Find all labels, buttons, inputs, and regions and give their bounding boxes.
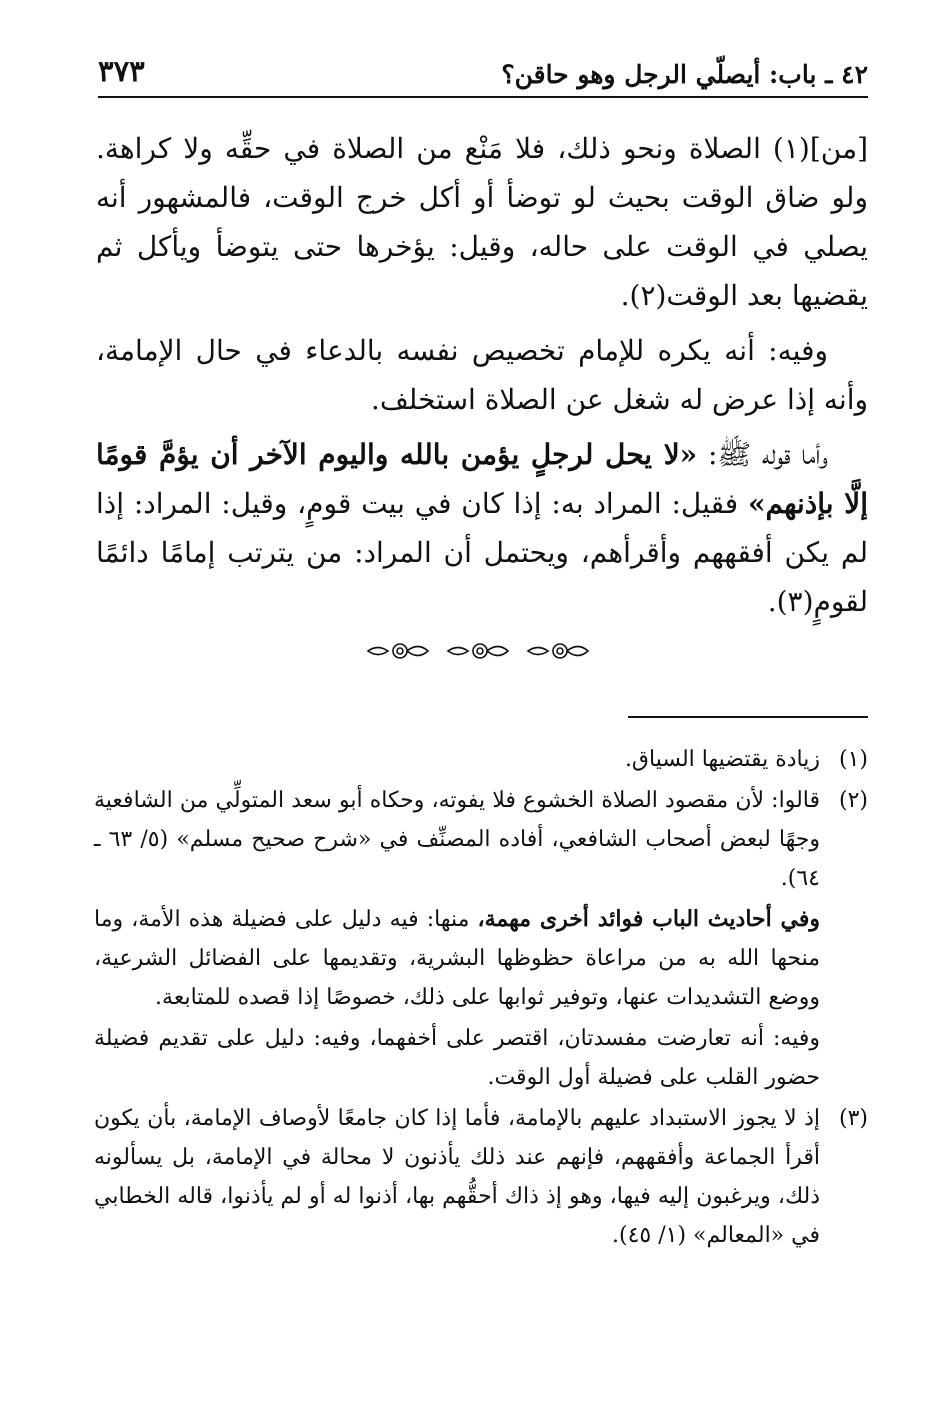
footnote-marker: (١) — [838, 747, 868, 772]
footnote-2-extra — [94, 900, 820, 1017]
footnote-2-extra-2: وفيه: أنه تعارضت مفسدتان، اقتصر على أخفهما، وفيه: دليل على تقديم فضيلة حضور القلب على فضيلة أول الوقت. — [94, 1026, 820, 1090]
page-header — [98, 50, 868, 98]
paragraph-3 — [96, 430, 868, 626]
footnote-2-text: قالوا: لأن مقصود الصلاة الخشوع فلا يفوته، وحكاه أبو سعد المتولِّي من الشافعية وجهًا لبعض أصحاب الشافعي، أفاده المصنِّف في «شرح صحيح مسلم» (٥/ ٦٣ ـ ٦٤). — [94, 788, 820, 891]
footnote-1-text: زيادة يقتضيها السياق. — [624, 747, 820, 772]
footnote-text — [94, 740, 820, 781]
main-text — [96, 124, 868, 632]
footnote-2-extra-rest: منها: فيه دليل على فضيلة هذه الأمة، وما منحها الله به من مراعاة حظوظها البشرية، وتقديمها على الفضائل الشرعية، ووضع التشديدات عنها، وتوفير ثوابها على ذلك، خصوصًا إذا قصده للمتابعة. — [94, 907, 820, 1010]
footnote-text — [94, 781, 820, 1099]
paragraph-3-rest: فقيل: المراد به: إذا كان في بيت قومٍ، وقيل: المراد: إذا لم يكن أفقههم وأقرأهم، ويحتمل أن المراد: من يترتب إمامًا دائمًا لقومٍ(٣). — [96, 487, 868, 618]
ornament-motif-right — [528, 644, 588, 658]
footnote-1 — [94, 740, 868, 781]
page-number: ٣٧٣ — [98, 54, 145, 88]
footnote-separator — [628, 716, 868, 718]
footnote-text — [94, 1099, 820, 1257]
footnote-marker: (٢) — [838, 788, 868, 813]
hadith-quote: «لا يحل لرجلٍ يؤمن بالله واليوم الآخر أن يؤمَّ قومًا إلَّا بإذنهم» — [96, 438, 869, 520]
paragraph-1: [من](١) الصلاة ونحو ذلك، فلا مَنْع من الصلاة في حقِّه ولا كراهة. ولو ضاق الوقت بحيث لو توضأ أو أكل خرج الوقت، فالمشهور أنه يصلي في الوقت على حاله، وقيل: يؤخرها حتى يتوضأ ويأكل ثم يقضيها بعد الوقت(٢). — [96, 132, 868, 312]
paragraph-3-intro: وأما قوله ﷺ: — [697, 438, 828, 471]
footnote-2 — [94, 781, 868, 1099]
paragraph-2: وفيه: أنه يكره للإمام تخصيص نفسه بالدعاء في حال الإمامة، وأنه إذا عرض له شغل عن الصلاة استخلف. — [96, 334, 868, 416]
ornament-motif-left — [368, 644, 428, 658]
running-title: ٤٢ ـ باب: أيصلّي الرجل وهو حاقن؟ — [501, 60, 868, 89]
footnote-3 — [94, 1099, 868, 1257]
ornament-motif-center — [448, 644, 508, 658]
footnotes — [94, 740, 868, 1257]
footnote-marker: (٣) — [838, 1106, 868, 1131]
section-ornament — [366, 636, 590, 666]
footnote-3-text: إذ لا يجوز الاستبداد عليهم بالإمامة، فأما إذا كان جامعًا لأوصاف الإمامة، بأن يكون أقرأ الجماعة وأفقههم، فإنهم عند ذلك يأذنون لا محالة في الإمامة، بل يسألونه ذلك، ويرغبون إليه فيها، وهو إذ ذاك أحقُّهم بها، أذنوا له أو لم يأذنوا، قاله الخطابي في «المعالم» (١/ ٤٥). — [94, 1106, 820, 1248]
footnote-2-extra-bold: وفي أحاديث الباب فوائد أخرى مهمة، — [477, 906, 820, 932]
